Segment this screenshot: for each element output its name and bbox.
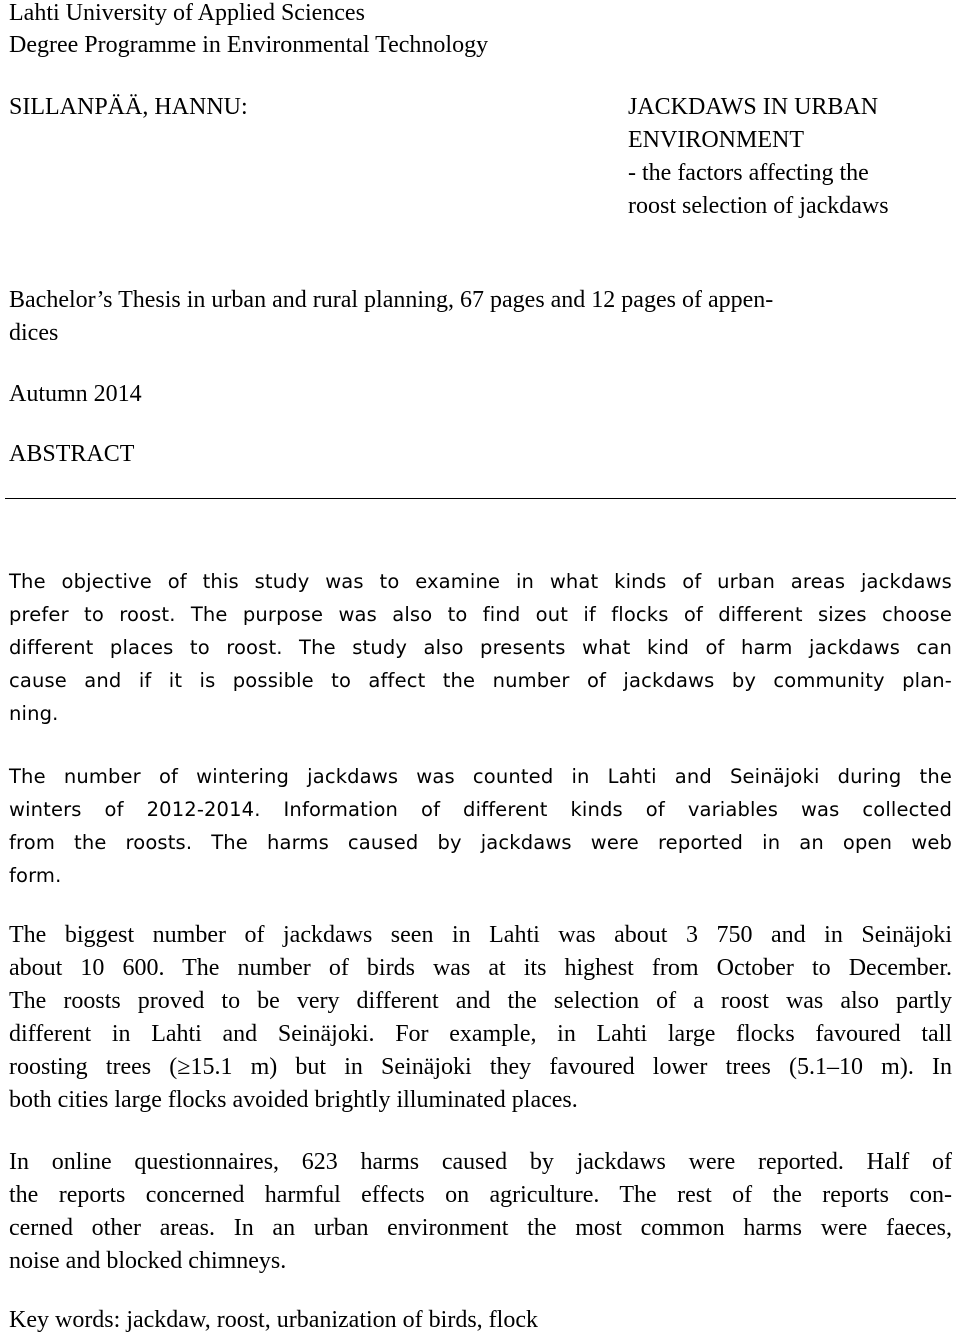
paragraph-line: prefer to roost. The purpose was also to find out if flocks of different sizes choose [9, 603, 952, 626]
title-line: JACKDAWS IN URBAN [628, 94, 879, 120]
thesis-title [628, 91, 958, 223]
title-line: ENVIRONMENT [628, 127, 804, 153]
title-line: roost selection of jackdaws [628, 193, 889, 219]
paragraph-line: different in Lahti and Seinäjoki. For example, in Lahti large flocks favoured tall [9, 1021, 952, 1047]
paragraph-line: from the roosts. The harms caused by jackdaws were reported in an open web [9, 831, 952, 854]
thesis-info: Bachelor’s Thesis in urban and rural planning, 67 pages and 12 pages of appen- dices [9, 287, 774, 346]
paragraph-line: roosting trees (≥15.1 m) but in Seinäjoki they favoured lower trees (5.1–10 m). In [9, 1054, 952, 1080]
paragraph-line: The number of wintering jackdaws was counted in Lahti and Seinäjoki during the [9, 765, 952, 788]
paragraph-line: ning. [9, 702, 59, 725]
institution-name: Lahti University of Applied Sciences [9, 0, 365, 26]
semester: Autumn 2014 [9, 381, 142, 407]
paragraph-line: noise and blocked chimneys. [9, 1248, 287, 1274]
paragraph-line: The roosts proved to be very different and the selection of a roost was also partly [9, 988, 952, 1014]
abstract-paragraph-2 [9, 760, 952, 892]
author-name: SILLANPÄÄ, HANNU: [9, 94, 248, 120]
paragraph-line: The objective of this study was to examine in what kinds of urban areas jackdaws [9, 570, 952, 593]
paragraph-line: about 10 600. The number of birds was at its highest from October to December. [9, 955, 952, 981]
degree-programme: Degree Programme in Environmental Technology [9, 32, 489, 58]
paragraph-line: form. [9, 864, 62, 887]
paragraph-line: In online questionnaires, 623 harms caused by jackdaws were reported. Half of [9, 1149, 952, 1175]
paragraph-line: both cities large flocks avoided brightly illuminated places. [9, 1087, 578, 1113]
abstract-paragraph-3 [9, 919, 952, 1117]
keywords: Key words: jackdaw, roost, urbanization of birds, flock [9, 1307, 538, 1333]
paragraph-line: cause and if it is possible to affect the number of jackdaws by community plan- [9, 669, 952, 692]
paragraph-line: The biggest number of jackdaws seen in Lahti was about 3 750 and in Seinäjoki [9, 922, 952, 948]
abstract-heading: ABSTRACT [9, 441, 135, 467]
paragraph-line: different places to roost. The study also presents what kind of harm jackdaws can [9, 636, 952, 659]
paragraph-line: cerned other areas. In an urban environment the most common harms were faeces, [9, 1215, 952, 1241]
divider [5, 498, 956, 499]
paragraph-line: the reports concerned harmful effects on agriculture. The rest of the reports con- [9, 1182, 952, 1208]
paragraph-line: winters of 2012-2014. Information of different kinds of variables was collected [9, 798, 952, 821]
abstract-paragraph-1 [9, 565, 952, 730]
title-line: - the factors affecting the [628, 160, 869, 186]
abstract-paragraph-4 [9, 1146, 952, 1278]
